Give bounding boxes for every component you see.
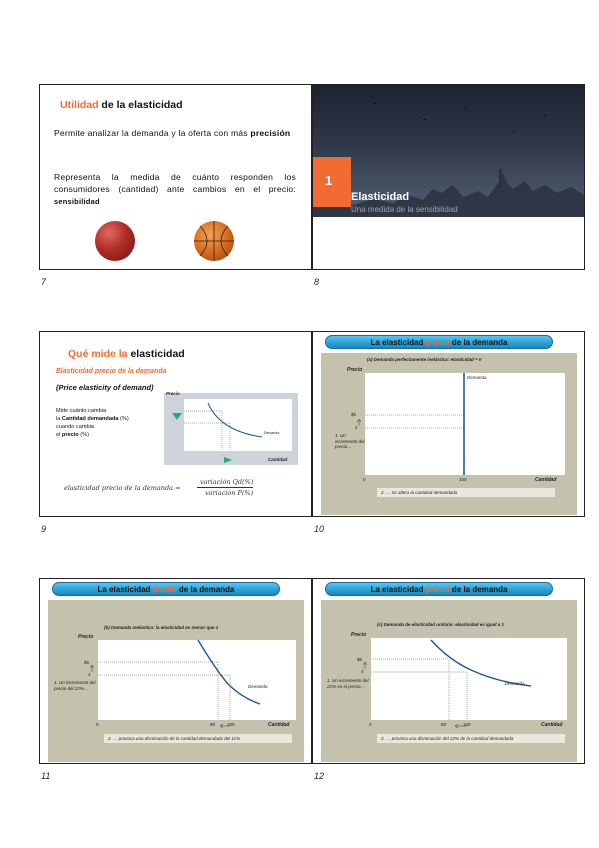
y-tick-high: $5 <box>84 660 90 665</box>
section-subtitle: Una medida de la sensibilidad <box>351 205 458 214</box>
x-tick-q1: 80 <box>441 722 447 727</box>
title-accent: Qué mide la <box>68 348 131 360</box>
page-number: 12 <box>314 771 325 781</box>
chart-xlabel: Cantidad <box>268 457 288 462</box>
paragraph-sensitivity <box>54 171 296 208</box>
desc-line-1: Mide cuánto cambia <box>56 408 107 414</box>
page-number: 10 <box>314 524 325 534</box>
y-tick-low: 4 <box>88 672 91 677</box>
desc-4-pre: el <box>56 432 62 438</box>
formula-fraction-bar <box>197 487 253 488</box>
slide-title-bar <box>325 335 553 349</box>
bird-icon <box>373 103 376 104</box>
price-increase-note: 1. Un incremento del precio… <box>335 433 365 449</box>
desc-2-post: (%) <box>118 416 129 422</box>
caption-box: 2. … provoca una disminución del 22% de la cantidad demandada <box>377 734 565 743</box>
white-band <box>313 217 584 270</box>
x-tick-q2: 100 <box>227 722 235 727</box>
desc-line-4 <box>56 432 89 439</box>
title-accent: precio <box>425 338 450 347</box>
x-axis-label: Cantidad <box>535 477 557 483</box>
desc-line-2 <box>56 416 129 423</box>
formula-denominator: variación P(%) <box>205 489 254 497</box>
y-axis-label: Precio <box>78 634 94 640</box>
chart-panel <box>321 353 577 515</box>
x-axis-label: Cantidad <box>268 722 290 728</box>
section-title: Elasticidad <box>351 191 410 203</box>
title-post: de la demanda <box>449 585 508 594</box>
title-accent: Utilidad <box>60 99 99 111</box>
desc-line-3: cuando cambia <box>56 424 94 430</box>
p1-text: Permite analizar la demanda y la oferta con más <box>54 128 251 138</box>
p2-text: Representa la medida de cuánto responden los consumidores (cantidad) ante cambios en el precio: <box>54 172 296 194</box>
slide-9 <box>39 331 312 517</box>
y-tick-high: $5 <box>357 657 363 662</box>
title-accent: precio <box>152 585 177 594</box>
y-tick-high: $5 <box>351 412 357 417</box>
caption-box: 2. … no altera la cantidad demandada <box>377 488 555 497</box>
y-axis-label: Precio <box>347 367 363 373</box>
title-post: de la demanda <box>176 585 235 594</box>
p1-bold: precisión <box>250 128 291 138</box>
x-tick-q1: 90 <box>210 722 216 727</box>
chart-title: (c) Demanda de elasticidad unitaria: elasticidad es igual a 1 <box>377 622 505 627</box>
bird-icon <box>543 115 546 116</box>
basketball-lines-icon <box>194 221 234 261</box>
paragraph-precision <box>54 127 296 139</box>
x-tick-q: 100 <box>459 477 467 482</box>
title-pre: La elasticidad <box>370 585 426 594</box>
formula-numerator: variación Qd(%) <box>200 478 254 486</box>
page-number: 9 <box>41 524 47 534</box>
desc-4-post: (%) <box>78 432 89 438</box>
chart-title: (a) Demanda perfectamente inelástica: elasticidad = 0 <box>367 357 482 362</box>
curve-label: Demanda <box>467 375 487 380</box>
title-rest: de la elasticidad <box>98 99 183 111</box>
p2-bold: sensibilidad <box>54 197 100 206</box>
slide-title-bar <box>325 582 553 596</box>
red-ball-image <box>95 221 135 261</box>
page-number: 8 <box>314 277 320 287</box>
chart-curve-label: Demanda <box>264 431 280 435</box>
desc-4-bold: precio <box>61 432 79 438</box>
page-number: 7 <box>41 277 47 287</box>
title-rest: elasticidad <box>130 348 185 360</box>
slide-12 <box>312 578 585 764</box>
title-pre: La elasticidad <box>97 585 153 594</box>
desc-2-pre: la <box>56 416 62 422</box>
basketball-image <box>194 221 234 261</box>
chart-title: (b) Demanda inelástica: la elasticidad es menor que 1 <box>104 625 219 630</box>
price-increase-note: 1. Un incremento del precio del 22%... <box>54 680 96 691</box>
desc-2-bold: Cantidad demandada <box>61 416 119 422</box>
title-post: de la demanda <box>449 338 508 347</box>
y-tick-low: 4 <box>355 425 358 430</box>
subtitle: Elasticidad precio de la demanda <box>56 368 167 375</box>
slide-title-bar <box>52 582 280 596</box>
title-accent: precio <box>425 585 450 594</box>
slide-8 <box>312 84 585 270</box>
section-number: 1 <box>325 173 333 188</box>
bird-icon <box>463 107 466 108</box>
subtitle-english: (Price elasticity of demand) <box>56 383 154 392</box>
slide-title <box>60 99 183 111</box>
bird-icon <box>513 131 516 132</box>
chart-panel <box>48 600 304 762</box>
slide-11 <box>39 578 312 764</box>
x-tick-zero: 0 <box>96 722 99 727</box>
bird-icon <box>423 119 426 120</box>
demand-curve <box>164 393 298 465</box>
x-tick-q2: 100 <box>463 722 471 727</box>
y-axis-label: Precio <box>351 632 367 638</box>
curve-label: Demanda <box>505 681 525 686</box>
demand-mini-chart <box>164 393 298 465</box>
chart-ylabel: Precio <box>166 391 180 396</box>
x-axis-label: Cantidad <box>541 722 563 728</box>
formula-lhs: elasticidad precio de la demanda = <box>64 484 181 492</box>
x-tick-zero: 0 <box>363 477 366 482</box>
chart-panel <box>321 600 577 762</box>
slide-title <box>68 348 185 360</box>
slide-7 <box>39 84 312 270</box>
page-number: 11 <box>41 771 51 781</box>
slide-10 <box>312 331 585 517</box>
title-pre: La elasticidad <box>370 338 426 347</box>
curve-label: Demanda <box>248 684 268 689</box>
y-tick-low: 4 <box>361 669 364 674</box>
x-tick-zero: 0 <box>369 722 372 727</box>
caption-box: 2. … provoca una disminución de la cantidad demandada del 11% <box>104 734 292 743</box>
price-increase-note: 1. Un incremento del 22% en el precio... <box>327 678 369 689</box>
